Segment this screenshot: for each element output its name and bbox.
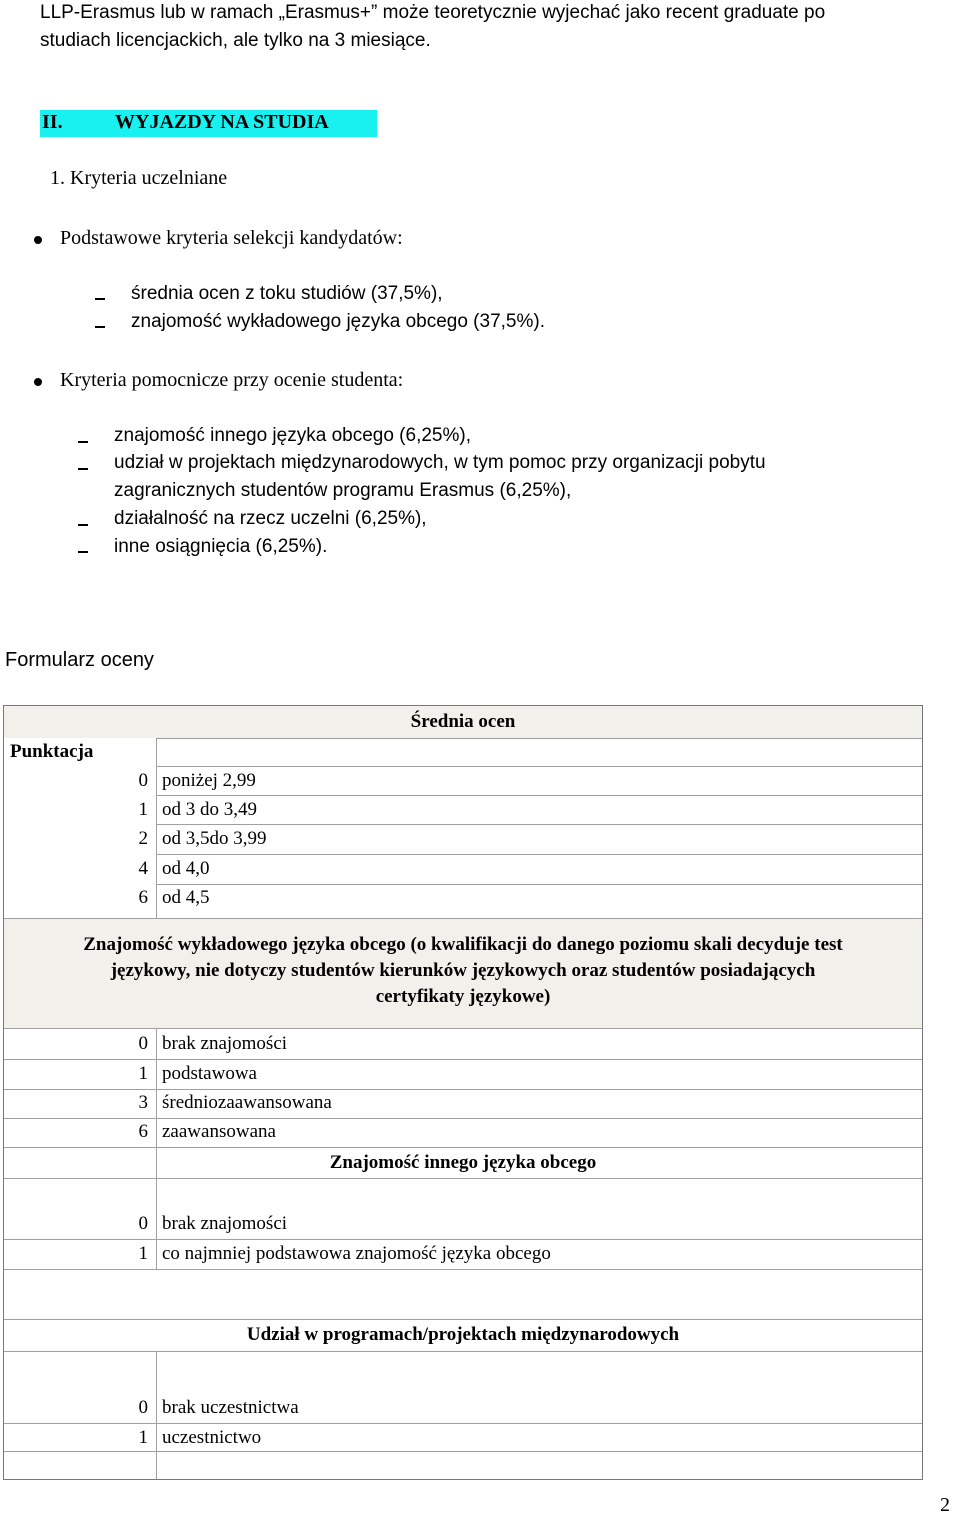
intro-line-1: LLP-Erasmus lub w ramach „Erasmus+” może teoretycznie wyjechać jako recent graduate po <box>40 2 826 23</box>
bullet-icon <box>34 236 42 244</box>
aux-criteria-item: znajomość innego języka obcego (6,25%), <box>114 425 471 446</box>
grade-range: od 4,0 <box>162 858 210 879</box>
lang-points: 0 <box>138 1033 148 1054</box>
form-title: Formularz oceny <box>5 649 154 671</box>
grade-range: od 3,5do 3,99 <box>162 828 267 849</box>
grade-points: 4 <box>138 858 148 879</box>
intl-points: 0 <box>138 1397 148 1418</box>
other-lang-points: 0 <box>138 1213 148 1234</box>
grade-points: 1 <box>138 799 148 820</box>
page-number: 2 <box>940 1494 950 1516</box>
intl-level: brak uczestnictwa <box>162 1397 299 1418</box>
intl-header: Udział w programach/projektach międzynarodowych <box>246 1324 680 1345</box>
grade-points: 2 <box>138 828 148 849</box>
basic-criteria-heading: Podstawowe kryteria selekcji kandydatów: <box>60 227 403 249</box>
intro-line-2: studiach licencjackich, ale tylko na 3 miesiące. <box>40 30 431 51</box>
grade-range: poniżej 2,99 <box>162 770 256 791</box>
section-number: II. <box>42 111 63 133</box>
lang-level: brak znajomości <box>162 1033 288 1054</box>
dash-icon <box>78 441 88 443</box>
grade-points: 0 <box>138 770 148 791</box>
points-label: Punktacja <box>10 741 94 762</box>
other-lang-level: brak znajomości <box>162 1213 288 1234</box>
grade-points: 6 <box>138 887 148 908</box>
dash-icon <box>78 468 88 470</box>
lang-header-line: Znajomość wykładowego języka obcego (o kwalifikacji do danego poziomu skali decyduje test <box>83 934 843 955</box>
evaluation-table <box>3 705 923 1480</box>
lang-points: 3 <box>138 1092 148 1113</box>
dash-icon <box>95 326 105 328</box>
aux-criteria-item: inne osiągnięcia (6,25%). <box>114 536 328 557</box>
lang-level: średniozaawansowana <box>162 1092 332 1113</box>
aux-criteria-heading: Kryteria pomocnicze przy ocenie studenta: <box>60 369 404 391</box>
dash-icon <box>95 298 105 300</box>
lang-header-line: językowy, nie dotyczy studentów kierunków językowych oraz studentów posiadających <box>110 960 816 981</box>
other-lang-header: Znajomość innego języka obcego <box>329 1152 597 1173</box>
dash-icon <box>78 524 88 526</box>
other-lang-level: co najmniej podstawowa znajomość języka obcego <box>162 1243 551 1264</box>
basic-criteria-item: średnia ocen z toku studiów (37,5%), <box>131 283 443 304</box>
aux-criteria-item: działalność na rzecz uczelni (6,25%), <box>114 508 427 529</box>
aux-criteria-item: udział w projektach międzynarodowych, w tym pomoc przy organizacji pobytu <box>114 452 766 473</box>
grade-header: Średnia ocen <box>410 711 516 732</box>
lang-points: 6 <box>138 1121 148 1142</box>
grade-range: od 4,5 <box>162 887 210 908</box>
bullet-icon <box>34 378 42 386</box>
lang-points: 1 <box>138 1063 148 1084</box>
lang-level: zaawansowana <box>162 1121 276 1142</box>
grade-range: od 3 do 3,49 <box>162 799 257 820</box>
aux-criteria-item-cont: zagranicznych studentów programu Erasmus (6,25%), <box>114 480 572 501</box>
other-lang-points: 1 <box>138 1243 148 1264</box>
intl-points: 1 <box>138 1427 148 1448</box>
dash-icon <box>78 551 88 553</box>
subsection-title: 1. Kryteria uczelniane <box>50 167 228 189</box>
section-title: WYJAZDY NA STUDIA <box>115 111 329 133</box>
intl-level: uczestnictwo <box>162 1427 262 1448</box>
basic-criteria-item: znajomość wykładowego języka obcego (37,5%). <box>131 311 545 332</box>
lang-level: podstawowa <box>162 1063 257 1084</box>
lang-header-line: certyfikaty językowe) <box>375 986 551 1007</box>
